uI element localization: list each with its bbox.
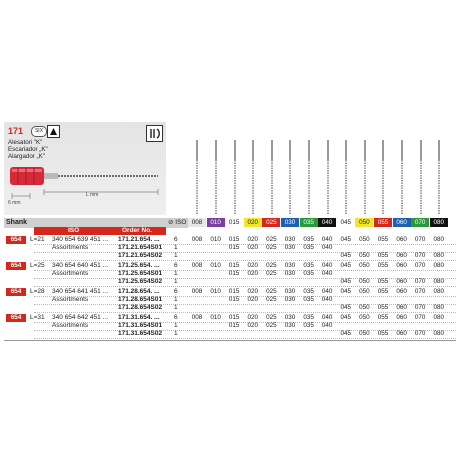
size-value-070: 070 <box>414 236 426 243</box>
dimension-right: L mm <box>86 192 99 198</box>
order-number: 171.31.654S01 <box>118 322 163 329</box>
size-chip-035: 035 <box>300 218 318 227</box>
size-value-050: 050 <box>359 252 370 259</box>
size-value-025: 025 <box>266 244 277 251</box>
size-value-060: 060 <box>396 330 407 337</box>
row-divider <box>34 286 456 287</box>
size-value-008: 008 <box>191 288 203 295</box>
row-divider <box>34 260 456 261</box>
instrument-drawing-010 <box>211 138 221 216</box>
size-value-080: 080 <box>433 252 445 259</box>
size-value-025: 025 <box>266 236 277 243</box>
size-value-030: 030 <box>284 244 296 251</box>
quantity: 1 <box>174 252 178 259</box>
size-value-010: 010 <box>210 288 221 295</box>
size-chip-040: 040 <box>318 218 336 227</box>
size-value-025: 025 <box>266 288 277 295</box>
row-divider <box>34 312 456 313</box>
instrument-drawing-040 <box>323 138 333 216</box>
size-chip-045: 045 <box>337 218 355 227</box>
size-value-050: 050 <box>359 288 370 295</box>
order-number: 171.28.654. ... <box>118 288 160 295</box>
size-value-015: 015 <box>228 270 240 277</box>
size-chip-020: 020 <box>244 218 262 227</box>
order-number: 171.25.654. ... <box>118 262 160 269</box>
size-chip-055: 055 <box>374 218 392 227</box>
size-value-045: 045 <box>340 236 352 243</box>
size-value-055: 055 <box>377 236 389 243</box>
size-value-015: 015 <box>228 244 240 251</box>
size-value-030: 030 <box>284 236 296 243</box>
size-value-050: 050 <box>359 304 370 311</box>
size-value-060: 060 <box>396 262 407 269</box>
size-value-055: 055 <box>377 304 389 311</box>
size-value-060: 060 <box>396 278 407 285</box>
size-value-040: 040 <box>321 236 333 243</box>
size-value-080: 080 <box>433 262 445 269</box>
size-value-015: 015 <box>228 322 240 329</box>
size-value-045: 045 <box>340 288 352 295</box>
order-number: 171.25.654S01 <box>118 270 163 277</box>
size-value-080: 080 <box>433 236 445 243</box>
size-value-055: 055 <box>377 314 389 321</box>
size-value-015: 015 <box>228 288 240 295</box>
size-value-055: 055 <box>377 252 389 259</box>
size-value-030: 030 <box>284 262 296 269</box>
shank-badge: 654 <box>6 262 26 270</box>
size-value-010: 010 <box>210 262 221 269</box>
file-illustration <box>8 162 166 214</box>
size-value-015: 015 <box>228 262 240 269</box>
instrument-drawing-080 <box>434 138 444 216</box>
size-value-020: 020 <box>247 314 259 321</box>
instrument-drawing-050 <box>360 138 370 216</box>
size-value-035: 035 <box>303 244 314 251</box>
product-name-es: Escariador „K" <box>8 146 48 153</box>
quantity: 1 <box>174 330 178 337</box>
size-chip-050: 050 <box>355 218 373 227</box>
length-label: L=21 <box>30 236 45 243</box>
size-value-030: 030 <box>284 296 296 303</box>
instrument-drawing-055 <box>378 138 388 216</box>
instrument-drawing-015 <box>230 138 240 216</box>
instrument-drawing-020 <box>248 138 258 216</box>
order-number: 171.21.654S02 <box>118 252 163 259</box>
size-value-040: 040 <box>321 288 333 295</box>
size-value-008: 008 <box>191 262 203 269</box>
size-value-070: 070 <box>414 304 426 311</box>
size-chip-070: 070 <box>411 218 429 227</box>
triangle-icon <box>47 125 60 138</box>
size-value-045: 045 <box>340 252 352 259</box>
size-value-050: 050 <box>359 236 370 243</box>
size-value-040: 040 <box>321 262 333 269</box>
size-value-025: 025 <box>266 314 277 321</box>
size-value-060: 060 <box>396 236 407 243</box>
quantity: 6 <box>174 288 178 295</box>
size-value-025: 025 <box>266 322 277 329</box>
iso-header: ISO <box>68 227 80 234</box>
product-name-it: Alesatori "K" <box>8 139 43 146</box>
size-value-025: 025 <box>266 262 277 269</box>
iso-code: 340 654 641 451 ... <box>52 288 109 295</box>
size-value-035: 035 <box>303 288 314 295</box>
order-header: Order No. <box>122 227 152 234</box>
order-number: 171.25.654S02 <box>118 278 163 285</box>
length-label: L=31 <box>30 314 45 321</box>
order-number: 171.31.654. ... <box>118 314 160 321</box>
six-badge: SIX <box>31 126 47 137</box>
size-value-035: 035 <box>303 322 314 329</box>
quantity: 6 <box>174 314 178 321</box>
reference-number: 171 <box>8 126 24 136</box>
iso-code: 340 654 642 451 ... <box>52 314 109 321</box>
size-value-080: 080 <box>433 278 445 285</box>
qty-header: ⊘ ISO <box>168 219 187 226</box>
size-value-035: 035 <box>303 236 314 243</box>
size-value-070: 070 <box>414 288 426 295</box>
quantity: 1 <box>174 296 178 303</box>
row-divider <box>34 338 456 339</box>
iso-code: Assortments <box>52 270 89 277</box>
manufacturer-logo-icon <box>146 125 163 142</box>
size-value-008: 008 <box>191 314 203 321</box>
size-chip-080: 080 <box>430 218 448 227</box>
quantity: 1 <box>174 278 178 285</box>
instrument-drawing-025 <box>267 138 277 216</box>
length-label: L=25 <box>30 262 45 269</box>
size-value-045: 045 <box>340 314 352 321</box>
order-number: 171.21.654. ... <box>118 236 160 243</box>
shank-badge: 654 <box>6 288 26 296</box>
instrument-drawing-030 <box>285 138 295 216</box>
instrument-drawing-035 <box>304 138 314 216</box>
size-chip-008: 008 <box>188 218 206 227</box>
instrument-drawing-008 <box>192 138 202 216</box>
shank-header: Shank <box>6 219 28 226</box>
quantity: 1 <box>174 244 178 251</box>
size-value-060: 060 <box>396 314 407 321</box>
instrument-drawing-060 <box>397 138 407 216</box>
iso-code: Assortments <box>52 322 89 329</box>
size-value-010: 010 <box>210 236 221 243</box>
length-label: L=28 <box>30 288 45 295</box>
size-value-040: 040 <box>321 296 333 303</box>
quantity: 6 <box>174 236 178 243</box>
size-value-055: 055 <box>377 288 389 295</box>
size-value-020: 020 <box>247 270 259 277</box>
size-value-080: 080 <box>433 330 445 337</box>
size-value-060: 060 <box>396 304 407 311</box>
size-value-008: 008 <box>191 236 203 243</box>
size-value-015: 015 <box>228 236 240 243</box>
size-value-050: 050 <box>359 278 370 285</box>
size-value-020: 020 <box>247 236 259 243</box>
size-value-020: 020 <box>247 288 259 295</box>
size-chip-060: 060 <box>393 218 411 227</box>
size-value-080: 080 <box>433 304 445 311</box>
size-value-035: 035 <box>303 296 314 303</box>
size-value-070: 070 <box>414 278 426 285</box>
quantity: 6 <box>174 262 178 269</box>
iso-code: 340 654 639 451 ... <box>52 236 109 243</box>
size-value-080: 080 <box>433 314 445 321</box>
size-chip-015: 015 <box>225 218 243 227</box>
size-value-035: 035 <box>303 270 314 277</box>
size-value-060: 060 <box>396 252 407 259</box>
size-value-070: 070 <box>414 314 426 321</box>
size-value-040: 040 <box>321 322 333 329</box>
size-value-030: 030 <box>284 314 296 321</box>
order-number: 171.21.654S01 <box>118 244 163 251</box>
iso-code: Assortments <box>52 244 89 251</box>
size-value-040: 040 <box>321 270 333 277</box>
instrument-drawing-070 <box>416 138 426 216</box>
size-value-030: 030 <box>284 270 296 277</box>
size-value-040: 040 <box>321 244 333 251</box>
instrument-drawing-045 <box>341 138 351 216</box>
size-value-035: 035 <box>303 314 314 321</box>
size-value-070: 070 <box>414 330 426 337</box>
size-value-060: 060 <box>396 288 407 295</box>
size-value-070: 070 <box>414 252 426 259</box>
order-number: 171.28.654S01 <box>118 296 163 303</box>
size-chip-010: 010 <box>207 218 225 227</box>
size-value-025: 025 <box>266 296 277 303</box>
iso-code: Assortments <box>52 296 89 303</box>
shank-badge: 654 <box>6 314 26 322</box>
size-value-020: 020 <box>247 262 259 269</box>
size-chip-025: 025 <box>262 218 280 227</box>
size-value-025: 025 <box>266 270 277 277</box>
size-value-050: 050 <box>359 330 370 337</box>
size-value-020: 020 <box>247 296 259 303</box>
size-value-010: 010 <box>210 314 221 321</box>
size-value-015: 015 <box>228 296 240 303</box>
size-value-050: 050 <box>359 262 370 269</box>
size-value-045: 045 <box>340 278 352 285</box>
size-value-040: 040 <box>321 314 333 321</box>
size-value-030: 030 <box>284 288 296 295</box>
size-value-020: 020 <box>247 244 259 251</box>
size-value-055: 055 <box>377 330 389 337</box>
size-value-055: 055 <box>377 278 389 285</box>
size-value-015: 015 <box>228 314 240 321</box>
size-value-070: 070 <box>414 262 426 269</box>
size-value-030: 030 <box>284 322 296 329</box>
quantity: 1 <box>174 304 178 311</box>
size-value-045: 045 <box>340 262 352 269</box>
order-number: 171.31.654S02 <box>118 330 163 337</box>
product-name-pt: Alargador „K" <box>8 153 45 160</box>
quantity: 1 <box>174 270 178 277</box>
size-value-050: 050 <box>359 314 370 321</box>
dimension-left: 6 mm <box>8 200 21 206</box>
table-bottom-line <box>4 340 456 341</box>
order-number: 171.28.654S02 <box>118 304 163 311</box>
size-value-045: 045 <box>340 304 352 311</box>
size-value-080: 080 <box>433 288 445 295</box>
size-chip-030: 030 <box>281 218 299 227</box>
size-value-035: 035 <box>303 262 314 269</box>
iso-code: 340 654 640 451 ... <box>52 262 109 269</box>
quantity: 1 <box>174 322 178 329</box>
shank-badge: 654 <box>6 236 26 244</box>
size-value-055: 055 <box>377 262 389 269</box>
size-value-045: 045 <box>340 330 352 337</box>
size-value-020: 020 <box>247 322 259 329</box>
